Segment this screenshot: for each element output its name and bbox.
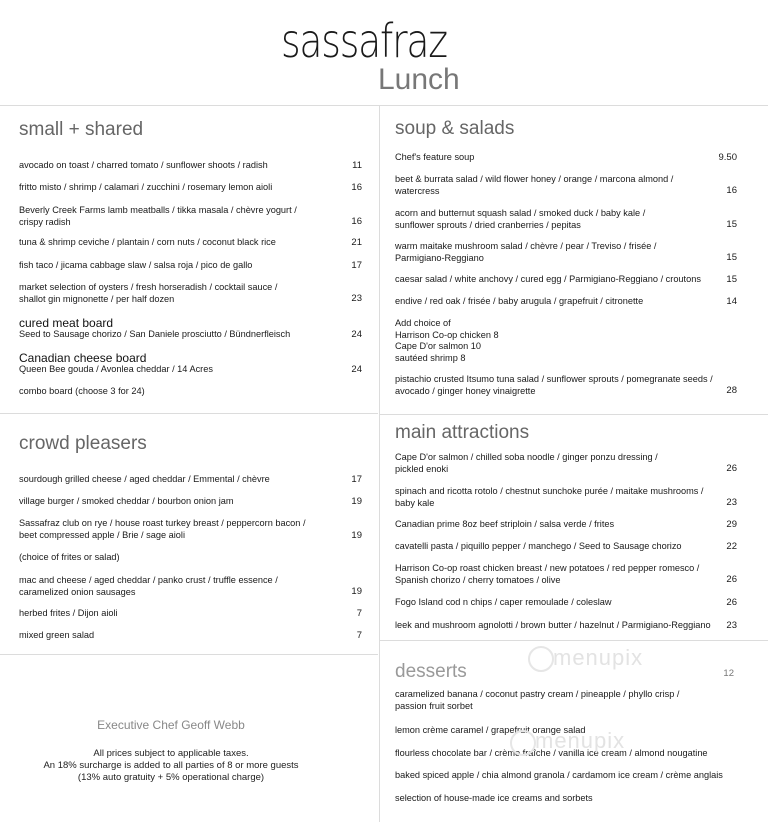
item-price: 16 (351, 182, 362, 193)
menu-item: Cape D'or salmon / chilled soba noodle / ginger ponzu dressing / pickled enoki (395, 452, 658, 474)
menu-header (0, 0, 768, 104)
dessert-item: lemon crème caramel / grapefruit orange salad (395, 725, 586, 735)
menu-item: spinach and ricotta rotolo / chestnut sunchoke purée / maitake mushrooms / baby kale (395, 486, 704, 508)
item-price: 24 (351, 364, 362, 375)
menu-item: Harrison Co-op roast chicken breast / new potatoes / red pepper romesco / Spanish chorizo / cherry tomatoes / olive (395, 563, 700, 585)
left-divider-1 (0, 413, 378, 414)
item-price: 19 (351, 496, 362, 507)
menu-item: mac and cheese / aged cheddar / panko crust / truffle essence / caramelized onion sausages (19, 575, 278, 597)
dessert-item: flourless chocolate bar / crème fraîche / vanilla ice cream / almond nougatine (395, 748, 708, 758)
menu-item: market selection of oysters / fresh horseradish / cocktail sauce / shallot gin mignonette / per half dozen (19, 282, 278, 304)
add-protein-options: Add choice of Harrison Co-op chicken 8 Cape D'or salmon 10 sautéed shrimp 8 (395, 318, 499, 363)
menu-item: tuna & shrimp ceviche / plantain / corn nuts / coconut black rice (19, 237, 276, 247)
tax-note: All prices subject to applicable taxes. (93, 748, 249, 759)
header-divider (0, 105, 768, 106)
menu-item: sourdough grilled cheese / aged cheddar / Emmental / chèvre (19, 474, 270, 484)
item-price: 9.50 (718, 152, 737, 163)
item-price: 28 (726, 385, 737, 396)
section-title-desserts: desserts (395, 661, 467, 682)
item-price: 15 (726, 252, 737, 263)
menu-item: pistachio crusted Itsumo tuna salad / sunflower sprouts / pomegranate seeds / avocado / ginger honey vinaigrette (395, 374, 713, 396)
section-title-soup-salads: soup & salads (395, 118, 515, 139)
menu-item: Sassafraz club on rye / house roast turkey breast / peppercorn bacon / beet compressed apple / Brie / sage aioli (19, 518, 306, 540)
cured-board-desc: Seed to Sausage chorizo / San Daniele prosciutto / Bündnerfleisch (19, 329, 291, 339)
item-price: 19 (351, 530, 362, 541)
menu-item: cavatelli pasta / piquillo pepper / manchego / Seed to Sausage chorizo (395, 541, 682, 551)
item-price: 23 (351, 293, 362, 304)
item-price: 29 (726, 519, 737, 530)
menu-item: mixed green salad (19, 630, 95, 640)
menu-item: fish taco / jicama cabbage slaw / salsa roja / pico de gallo (19, 260, 253, 270)
right-divider-2 (380, 640, 768, 641)
watermark-text: menupix (535, 728, 626, 753)
cured-board-title: cured meat board (19, 316, 114, 330)
restaurant-logo: sassafraz (281, 14, 447, 68)
gratuity-note: (13% auto gratuity + 5% operational charge) (77, 772, 265, 783)
item-price: 22 (726, 541, 737, 552)
item-price: 17 (351, 260, 362, 271)
menu-item: leek and mushroom agnolotti / brown butter / hazelnut / Parmigiano-Reggiano (395, 620, 711, 630)
dessert-item: selection of house-made ice creams and sorbets (395, 793, 593, 803)
item-price: 26 (726, 574, 737, 585)
combo-board: combo board (choose 3 for 24) (19, 386, 145, 396)
column-divider (379, 106, 380, 822)
menu-item: herbed frites / Dijon aioli (19, 608, 118, 618)
item-price: 16 (726, 185, 737, 196)
section-title-main-attractions: main attractions (395, 422, 530, 443)
cheese-board-desc: Queen Bee gouda / Avonlea cheddar / 14 Acres (19, 364, 213, 374)
item-price: 7 (356, 608, 362, 619)
right-divider-1 (380, 414, 768, 415)
menu-item: acorn and butternut squash salad / smoked duck / baby kale / sunflower sprouts / dried cranberries / pepitas (395, 208, 646, 230)
menu-item: endive / red oak / frisée / baby arugula / grapefruit / citronette (395, 296, 644, 306)
item-price: 14 (726, 296, 737, 307)
menu-item: Chef's feature soup (395, 152, 475, 162)
menu-item: warm maitake mushroom salad / chèvre / pear / Treviso / frisée / Parmigiano-Reggiano (395, 241, 657, 263)
menu-item: avocado on toast / charred tomato / sunflower shoots / radish (19, 160, 268, 170)
item-price: 15 (726, 219, 737, 230)
watermark-icon (510, 730, 536, 756)
menu-item: village burger / smoked cheddar / bourbon onion jam (19, 496, 234, 506)
cheese-board-title: Canadian cheese board (19, 351, 147, 365)
item-price: 16 (351, 216, 362, 227)
item-price: 21 (351, 237, 362, 248)
item-price: 26 (726, 597, 737, 608)
dessert-item: baked spiced apple / chia almond granola / cardamom ice cream / crème anglais (395, 770, 723, 780)
watermark-icon (528, 646, 554, 672)
item-price: 19 (351, 586, 362, 597)
item-price: 23 (726, 497, 737, 508)
executive-chef: Executive Chef Geoff Webb (97, 718, 245, 732)
item-price: 11 (352, 160, 362, 171)
watermark-text: menupix (553, 645, 644, 670)
item-price: 17 (351, 474, 362, 485)
desserts-price: 12 (723, 668, 734, 679)
section-title-crowd-pleasers: crowd pleasers (19, 433, 147, 454)
item-price: 7 (356, 630, 362, 641)
menu-item: beet & burrata salad / wild flower honey / orange / marcona almond / watercress (395, 174, 674, 196)
menu-subtitle: Lunch (378, 63, 460, 96)
menu-item: Beverly Creek Farms lamb meatballs / tikka masala / chèvre yogurt / crispy radish (19, 205, 297, 227)
item-price: 23 (726, 620, 737, 631)
section-title-small-shared: small + shared (19, 119, 144, 140)
left-divider-2 (0, 654, 378, 655)
item-price: 15 (726, 274, 737, 285)
menu-item: fritto misto / shrimp / calamari / zucchini / rosemary lemon aioli (19, 182, 273, 192)
dessert-item: caramelized banana / coconut pastry cream / pineapple / phyllo crisp / passion fruit sorbet (395, 689, 680, 711)
item-price: 26 (726, 463, 737, 474)
menu-item: Canadian prime 8oz beef striploin / salsa verde / frites (395, 519, 615, 529)
surcharge-note: An 18% surcharge is added to all parties of 8 or more guests (43, 760, 299, 771)
item-price: 24 (351, 329, 362, 340)
menu-item: caesar salad / white anchovy / cured egg / Parmigiano-Reggiano / croutons (395, 274, 701, 284)
menu-item-note: (choice of frites or salad) (19, 552, 120, 562)
menu-item: Fogo Island cod n chips / caper remoulade / coleslaw (395, 597, 612, 607)
